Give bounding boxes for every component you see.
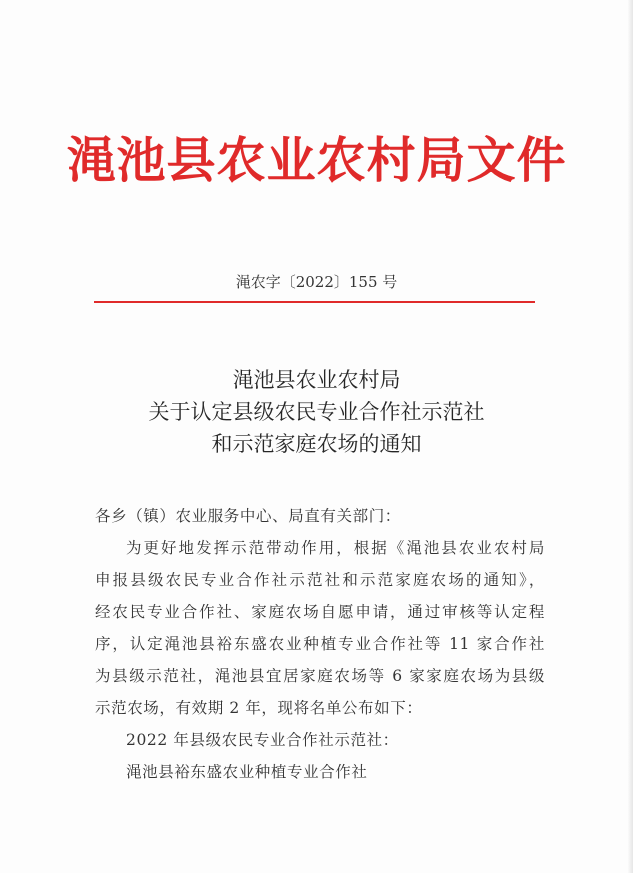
paragraph-line-4: 序，认定渑池县裕东盛农业种植专业合作社等 11 家合作社 [95,635,545,653]
list-heading: 2022 年县级农民专业合作社示范社： [126,731,399,749]
document-number: 渑农字〔2022〕155 号 [235,273,398,291]
notice-title [0,364,633,460]
list-item: 渑池县裕东盛农业种植专业合作社 [126,763,368,781]
red-separator-line [94,301,535,303]
paragraph-line-2: 申报县级农民专业合作社示范社和示范家庭农场的通知》， [95,571,545,589]
paragraph-line-5: 为县级示范社，渑池县宜居家庭农场等 6 家家庭农场为县级 [95,667,545,685]
paragraph-line-6: 示范农场，有效期 2 年，现将名单公布如下： [95,699,423,717]
paragraph-line-1: 为更好地发挥示范带动作用，根据《渑池县农业农村局 [126,539,545,557]
paragraph-line-3: 经农民专业合作社、家庭农场自愿申请，通过审核等认定程 [95,603,545,621]
notice-body [95,500,545,788]
notice-title-line-2: 关于认定县级农民专业合作社示范社 [148,400,485,424]
notice-title-line-1: 渑池县农业农村局 [232,368,401,392]
document-header-title: 渑池县农业农村局文件 [66,131,567,189]
notice-title-line-3: 和示范家庭农场的通知 [211,432,422,456]
salutation: 各乡（镇）农业服务中心、局直有关部门： [95,507,401,525]
